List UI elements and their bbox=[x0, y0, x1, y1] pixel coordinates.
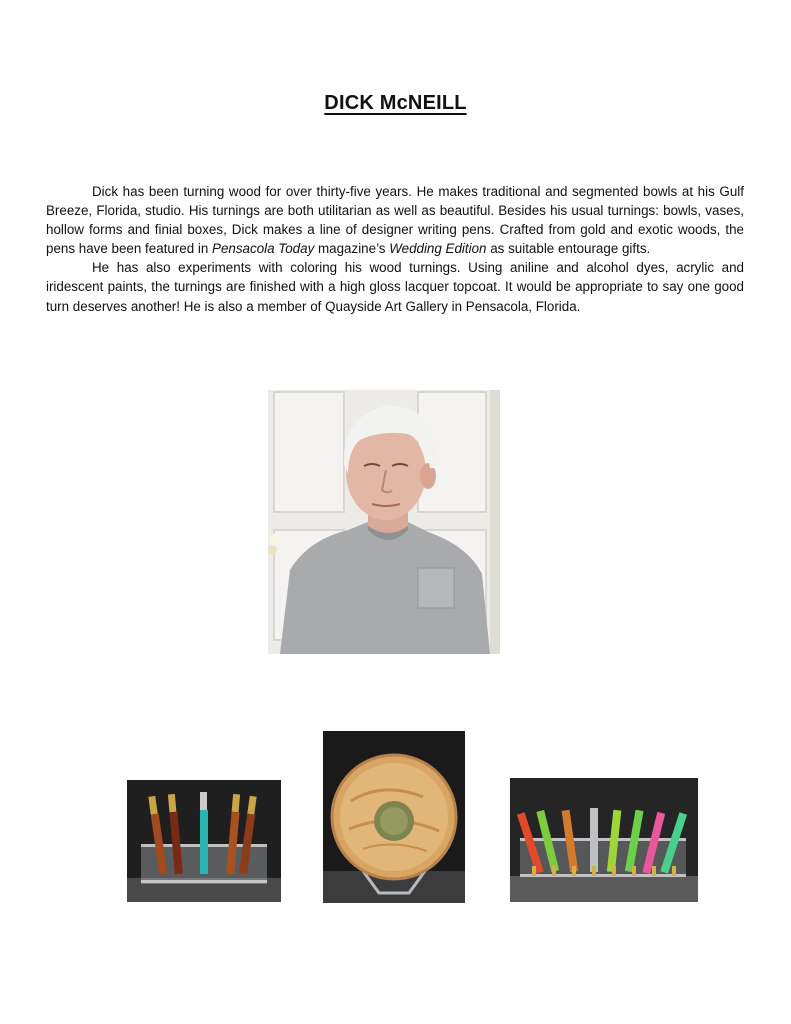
bio-paragraph-1-part-1: Dick has been turning wood for over thirty-five years. He makes traditional and segmented bowls at his Gulf Breeze, Florida, studio. His turnings are both utilitarian as well as beautiful. Besides his usual turnings: bowls, vases, hollow forms and finial boxes, Dick makes a line of designer writing pens. Crafted from gold and exotic woods, the pens have been featured in bbox=[46, 184, 744, 257]
pens-photo-right bbox=[510, 778, 698, 902]
bio-paragraph-2: He has also experiments with coloring his wood turnings. Using aniline and alcohol dyes, acrylic and iridescent paints, the turnings are finished with a high gloss lacquer topcoat. It would be appropriate to say one good turn deserves another! He is also a member of Quayside Art Gallery in Pensacola, Florida. bbox=[46, 260, 744, 314]
bio-paragraph-1-part-3: as suitable entourage gifts. bbox=[486, 241, 651, 257]
bowl-photo bbox=[323, 731, 465, 903]
bio-paragraph-1 bbox=[46, 182, 744, 258]
magazine-title: Pensacola Today bbox=[212, 241, 315, 257]
artist-portrait-photo bbox=[268, 390, 500, 654]
bio-text bbox=[46, 182, 744, 316]
pens-photo-left bbox=[127, 780, 281, 902]
edition-title: Wedding Edition bbox=[389, 241, 487, 257]
bio-paragraph-1-part-2: magazine’s bbox=[314, 241, 390, 257]
page-title: DICK McNEILL bbox=[324, 92, 467, 114]
